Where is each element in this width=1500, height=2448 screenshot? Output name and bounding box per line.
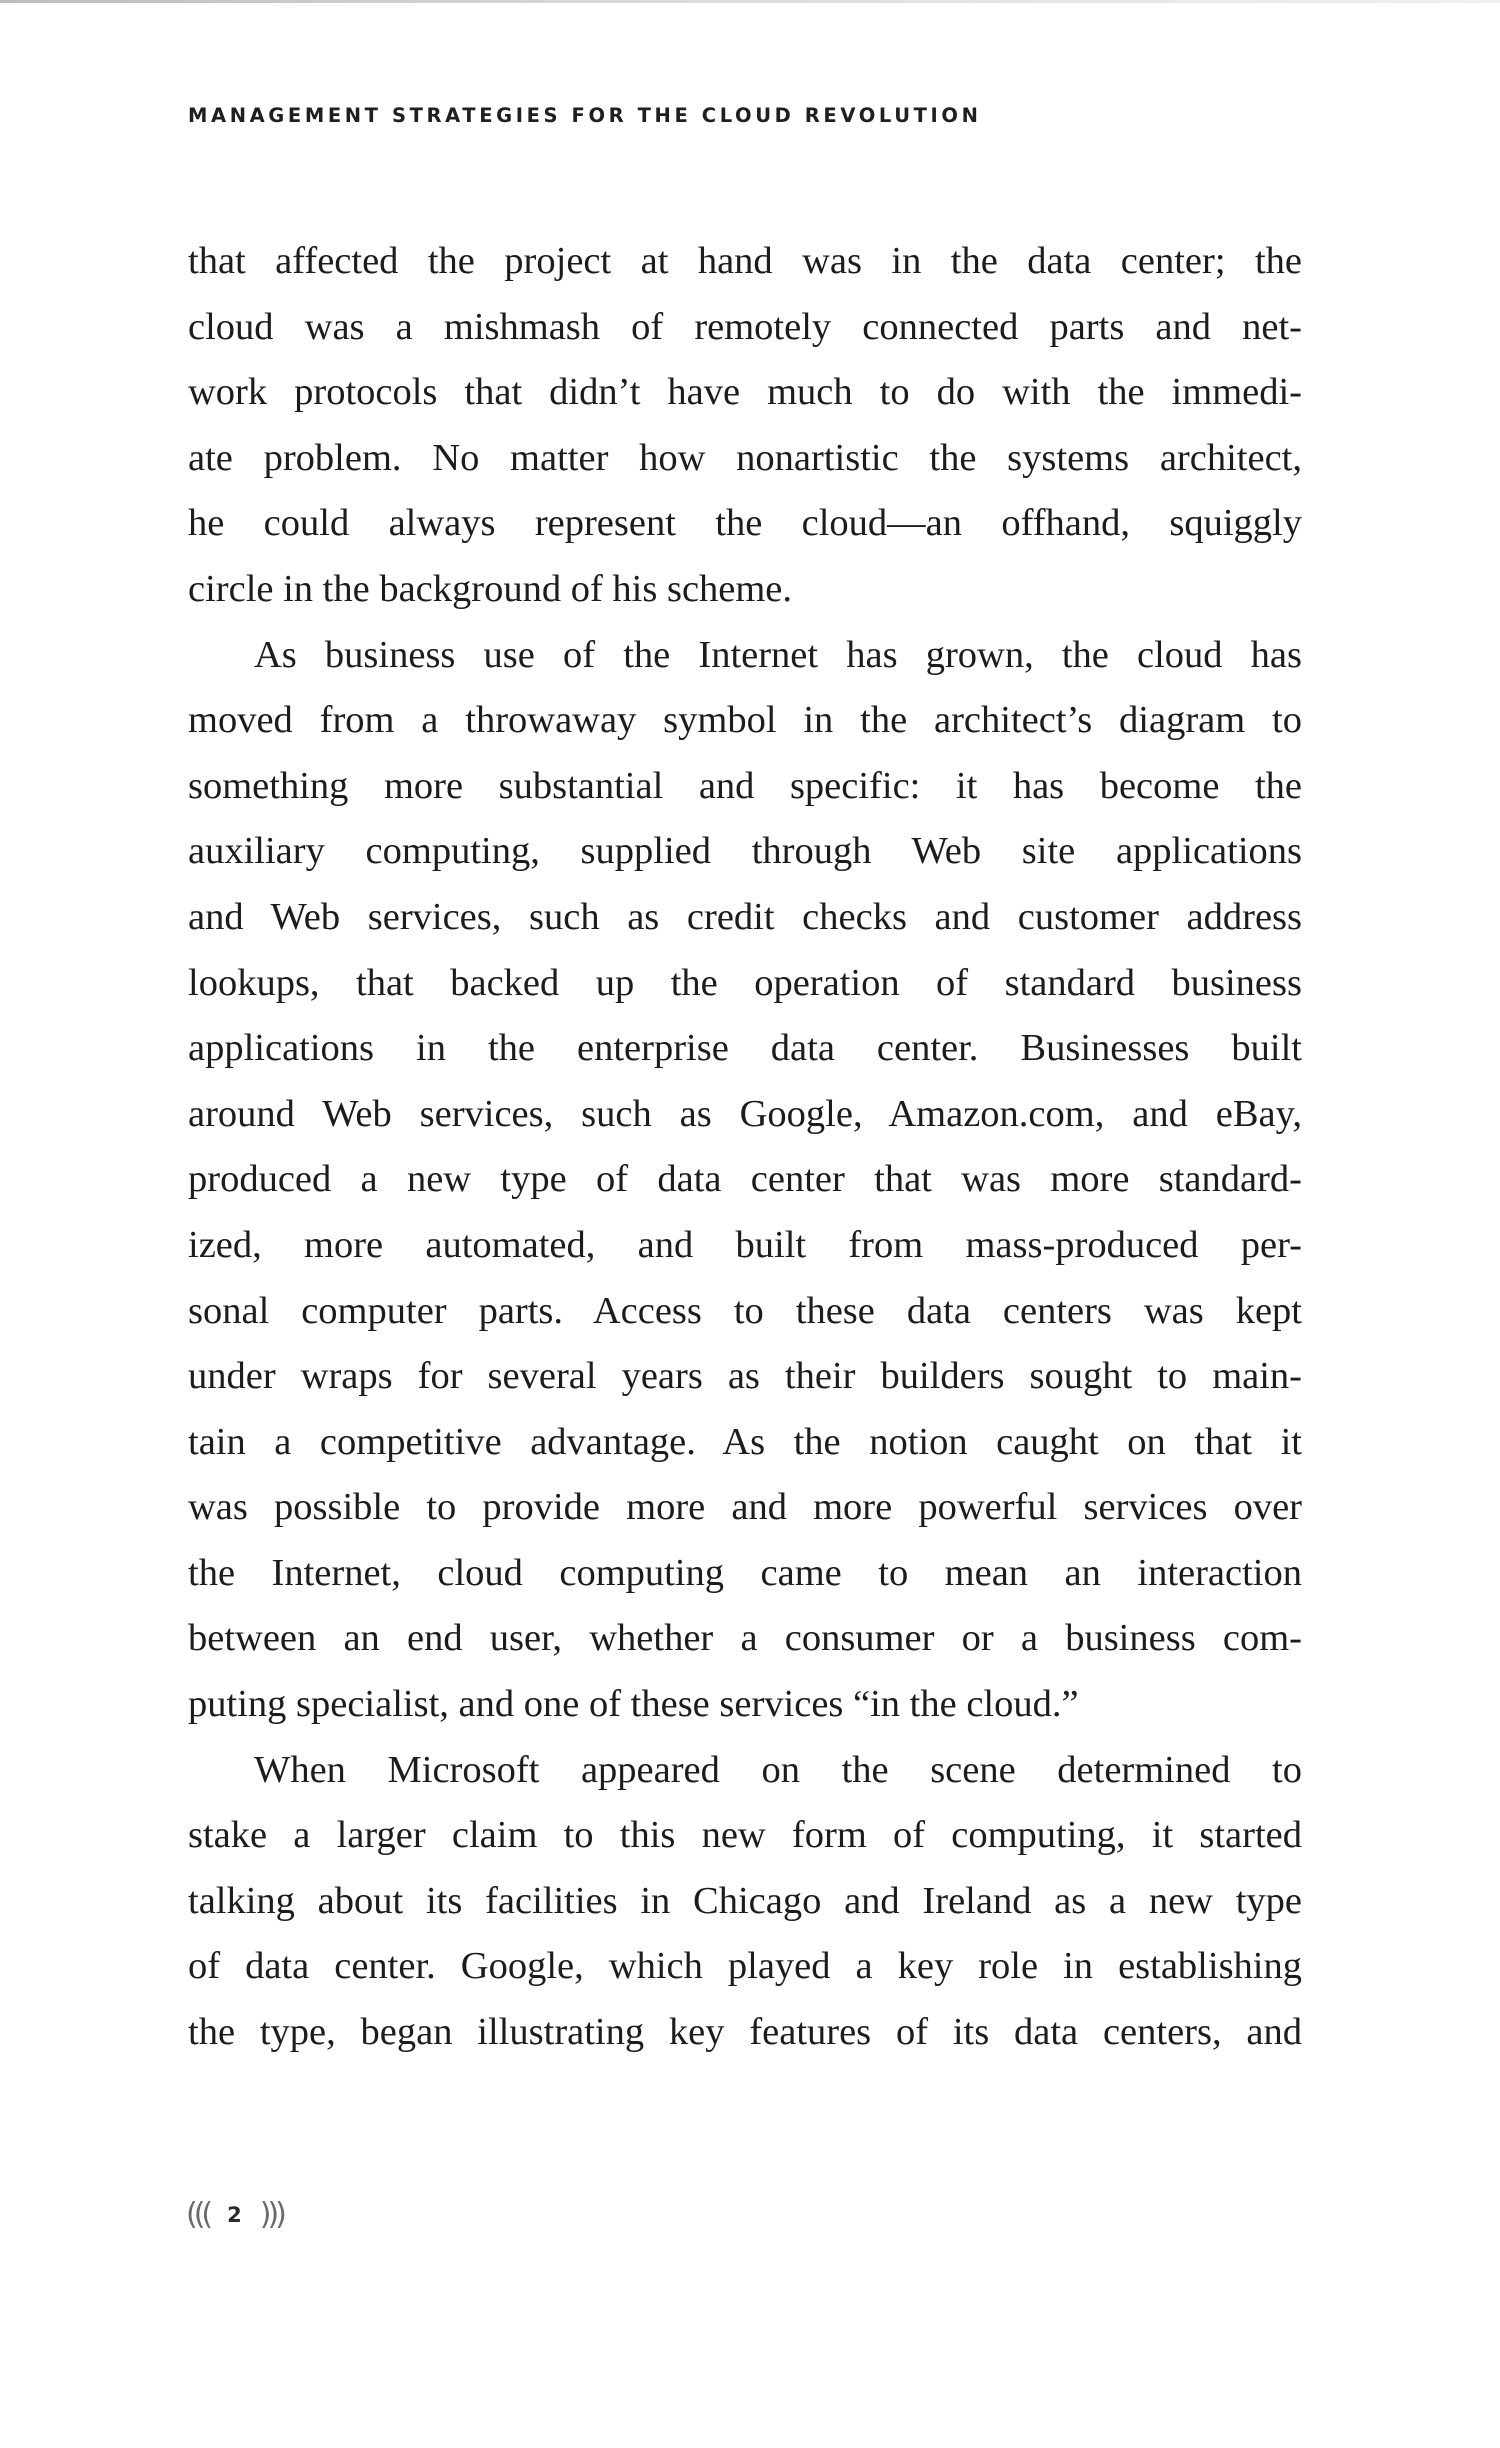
text-line: around Web services, such as Google, Amazon.com, and eBay, <box>188 1092 1302 1135</box>
text-line: auxiliary computing, supplied through Web site applications <box>188 830 1302 873</box>
text-line: moved from a throwaway symbol in the architect’s diagram to <box>188 699 1302 742</box>
text-line: he could always represent the cloud—an offhand, squiggly <box>188 502 1302 545</box>
text-line: the Internet, cloud computing came to mean an interaction <box>188 1551 1302 1594</box>
text-line: was possible to provide more and more powerful services over <box>188 1486 1302 1529</box>
text-line: between an end user, whether a consumer or a business com- <box>188 1617 1302 1660</box>
text-line: something more substantial and specific: it has become the <box>188 764 1302 807</box>
running-head: MANAGEMENT STRATEGIES FOR THE CLOUD REVOLUTION <box>188 104 982 127</box>
paragraph-first-line: As business use of the Internet has grown, the cloud has <box>254 633 1302 676</box>
page-folio <box>186 2197 283 2232</box>
text-line: under wraps for several years as their builders sought to main- <box>188 1355 1302 1398</box>
body-text <box>188 229 1302 2066</box>
text-line: produced a new type of data center that was more standard- <box>188 1158 1302 1201</box>
top-rule <box>0 0 1500 3</box>
text-line: cloud was a mishmash of remotely connected parts and net- <box>188 305 1302 348</box>
page-number: 2 <box>227 2202 242 2227</box>
text-line: ized, more automated, and built from mass-produced per- <box>188 1223 1302 1266</box>
text-line: and Web services, such as credit checks and customer address <box>188 895 1302 938</box>
text-line: sonal computer parts. Access to these data centers was kept <box>188 1289 1302 1332</box>
text-line: lookups, that backed up the operation of standard business <box>188 961 1302 1004</box>
text-line: work protocols that didn’t have much to do with the immedi- <box>188 371 1302 414</box>
text-line: the type, began illustrating key features of its data centers, and <box>188 2011 1302 2054</box>
text-line: puting specialist, and one of these services “in the cloud.” <box>188 1683 1079 1726</box>
text-line: stake a larger claim to this new form of computing, it started <box>188 1814 1302 1857</box>
text-line: ate problem. No matter how nonartistic the systems architect, <box>188 436 1302 479</box>
text-line: applications in the enterprise data center. Businesses built <box>188 1027 1302 1070</box>
paragraph-first-line: When Microsoft appeared on the scene determined to <box>254 1748 1302 1791</box>
text-line: of data center. Google, which played a key role in establishing <box>188 1945 1302 1988</box>
signal-wave-right-icon: ))) <box>259 2197 283 2232</box>
text-line: tain a competitive advantage. As the notion caught on that it <box>188 1420 1302 1463</box>
signal-wave-left-icon: ((( <box>186 2197 210 2232</box>
text-line: circle in the background of his scheme. <box>188 567 793 610</box>
text-line: that affected the project at hand was in the data center; the <box>188 240 1302 282</box>
text-line: talking about its facilities in Chicago and Ireland as a new type <box>188 1879 1302 1922</box>
